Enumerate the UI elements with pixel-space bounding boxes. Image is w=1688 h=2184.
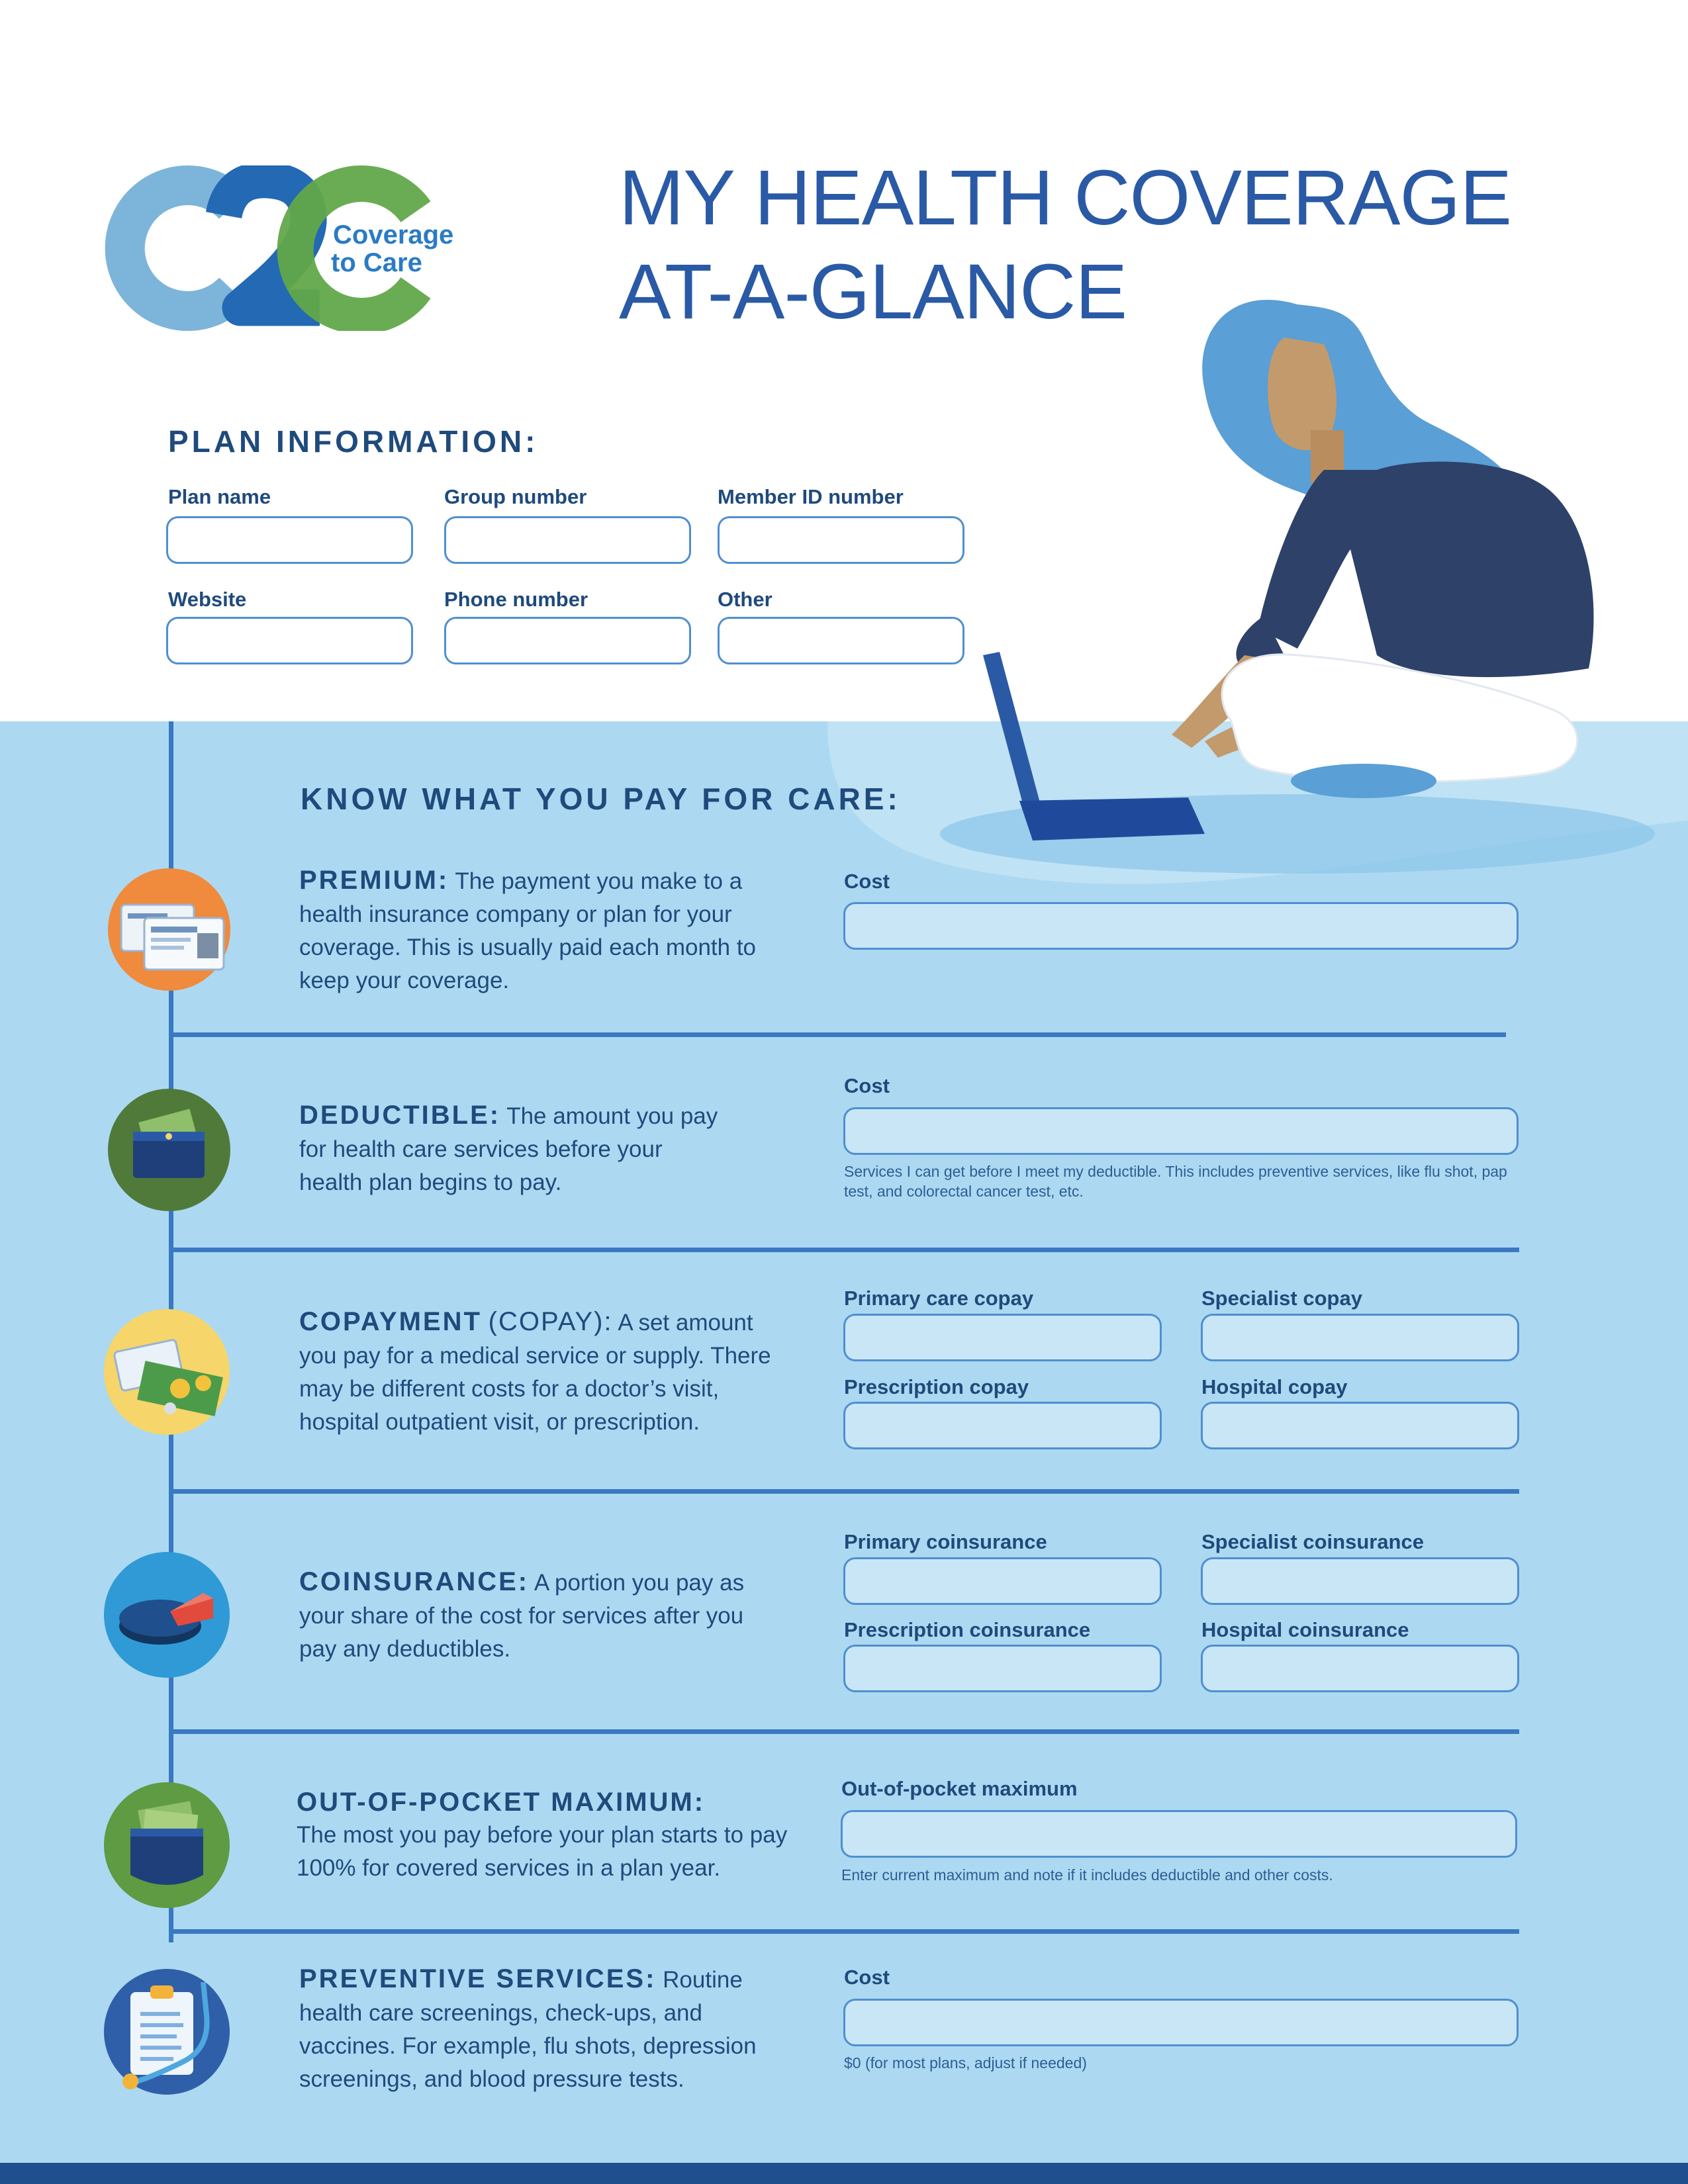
wallet-icon [108,1089,230,1211]
title-line-2: AT-A-GLANCE [619,248,1127,336]
divider [171,1248,1519,1252]
divider [171,1929,1519,1934]
coinsurance-text: A portion you pay as your share of the cost for services after you pay any deductibles. [299,1570,745,1662]
preventive-icon-circle [104,1969,230,2095]
care-heading: KNOW WHAT YOU PAY FOR CARE: [301,782,901,816]
deductible-cost-label: Cost [844,1074,890,1097]
premium-term: PREMIUM: [299,866,449,895]
website-label: Website [168,588,247,611]
pie-chart-icon [104,1552,230,1678]
copay-description [299,1305,789,1439]
divider [171,1729,1519,1734]
other-label: Other [718,588,773,611]
oop-maximum-label: Out-of-pocket maximum [841,1777,1078,1800]
specialist-copay-label: Specialist copay [1201,1287,1362,1310]
oop-description [297,1786,800,1885]
clipboard-stethoscope-icon [104,1969,230,2095]
svg-text:Coverage: Coverage [333,220,454,250]
copay-text: A set amount you pay for a medical service or supply. There may be different costs for a doctor’s visit, hospital outpatient visit, or prescription. [299,1310,771,1435]
svg-text:to Care: to Care [331,248,422,277]
phone-number-field[interactable] [444,617,691,664]
copay-term-suffix: (COPAY): [488,1307,613,1336]
phone-number-label: Phone number [444,588,588,611]
divider [171,1032,1506,1037]
premium-text: The payment you make to a health insurance company or plan for your coverage. This is usually paid each month to keep your coverage. [299,868,757,993]
coinsurance-icon-circle [104,1552,230,1678]
oop-note: Enter current maximum and note if it includes deductible and other costs. [841,1866,1333,1884]
primary-care-copay-field[interactable] [843,1314,1162,1361]
pocket-money-icon [104,1782,230,1908]
preventive-description [299,1962,789,2096]
specialist-coinsurance-field[interactable] [1201,1557,1519,1605]
woman-laptop-illustration [953,258,1668,854]
coinsurance-term: COINSURANCE: [299,1567,530,1596]
other-field[interactable] [718,617,964,664]
prescription-copay-field[interactable] [843,1402,1162,1449]
hospital-copay-label: Hospital copay [1201,1375,1348,1398]
title-line-1: MY HEALTH COVERAGE [619,154,1512,242]
preventive-cost-label: Cost [844,1966,890,1989]
prescription-coinsurance-label: Prescription coinsurance [844,1618,1091,1641]
copay-term: COPAYMENT [299,1307,482,1336]
hospital-coinsurance-field[interactable] [1201,1645,1519,1692]
plan-name-label: Plan name [168,485,271,508]
premium-cost-field[interactable] [843,902,1519,950]
card-and-cash-icon [104,1309,230,1435]
divider [171,1489,1519,1494]
deductible-cost-field[interactable] [843,1107,1519,1155]
oop-term: OUT-OF-POCKET MAXIMUM: [297,1788,706,1817]
hospital-copay-field[interactable] [1201,1402,1519,1449]
deductible-description [299,1099,723,1199]
member-id-label: Member ID number [718,485,904,508]
insurance-cards-icon [108,868,230,991]
member-id-field[interactable] [718,516,964,564]
oop-text: The most you pay before your plan starts to pay 100% for covered services in a plan year. [297,1822,788,1881]
prescription-copay-label: Prescription copay [844,1375,1029,1398]
c2c-logo [98,165,469,331]
deductible-note: Services I can get before I meet my deductible. This includes preventive services, like flu shot, pap test, and colorectal cancer test, etc. [844,1163,1507,1200]
premium-cost-label: Cost [844,870,890,893]
deductible-term: DEDUCTIBLE: [299,1101,501,1130]
deductible-text: The amount you pay for health care services before your health plan begins to pay. [299,1103,718,1195]
group-number-label: Group number [444,485,587,508]
footer-bar [0,2163,1688,2184]
prescription-coinsurance-field[interactable] [843,1645,1162,1692]
plan-name-field[interactable] [166,516,413,564]
preventive-cost-field[interactable] [843,1999,1519,2046]
hospital-coinsurance-label: Hospital coinsurance [1201,1618,1409,1641]
oop-maximum-field[interactable] [841,1810,1517,1858]
premium-icon-circle [108,868,230,991]
primary-coinsurance-label: Primary coinsurance [844,1530,1047,1553]
copay-icon-circle [104,1309,230,1435]
specialist-coinsurance-label: Specialist coinsurance [1201,1530,1424,1553]
premium-description [299,864,789,997]
preventive-text: Routine health care screenings, check-ups, and vaccines. For example, flu shots, depression screenings, and blood pressure tests. [299,1967,757,2092]
preventive-note: $0 (for most plans, adjust if needed) [844,2054,1087,2071]
preventive-term: PREVENTIVE SERVICES: [299,1964,657,1993]
deductible-icon-circle [108,1089,230,1211]
plan-information-heading: PLAN INFORMATION: [168,424,539,459]
oop-icon-circle [104,1782,230,1908]
primary-care-copay-label: Primary care copay [844,1287,1034,1310]
primary-coinsurance-field[interactable] [843,1557,1162,1605]
coinsurance-description [299,1565,776,1666]
specialist-copay-field[interactable] [1201,1314,1519,1361]
website-field[interactable] [166,617,413,664]
group-number-field[interactable] [444,516,691,564]
